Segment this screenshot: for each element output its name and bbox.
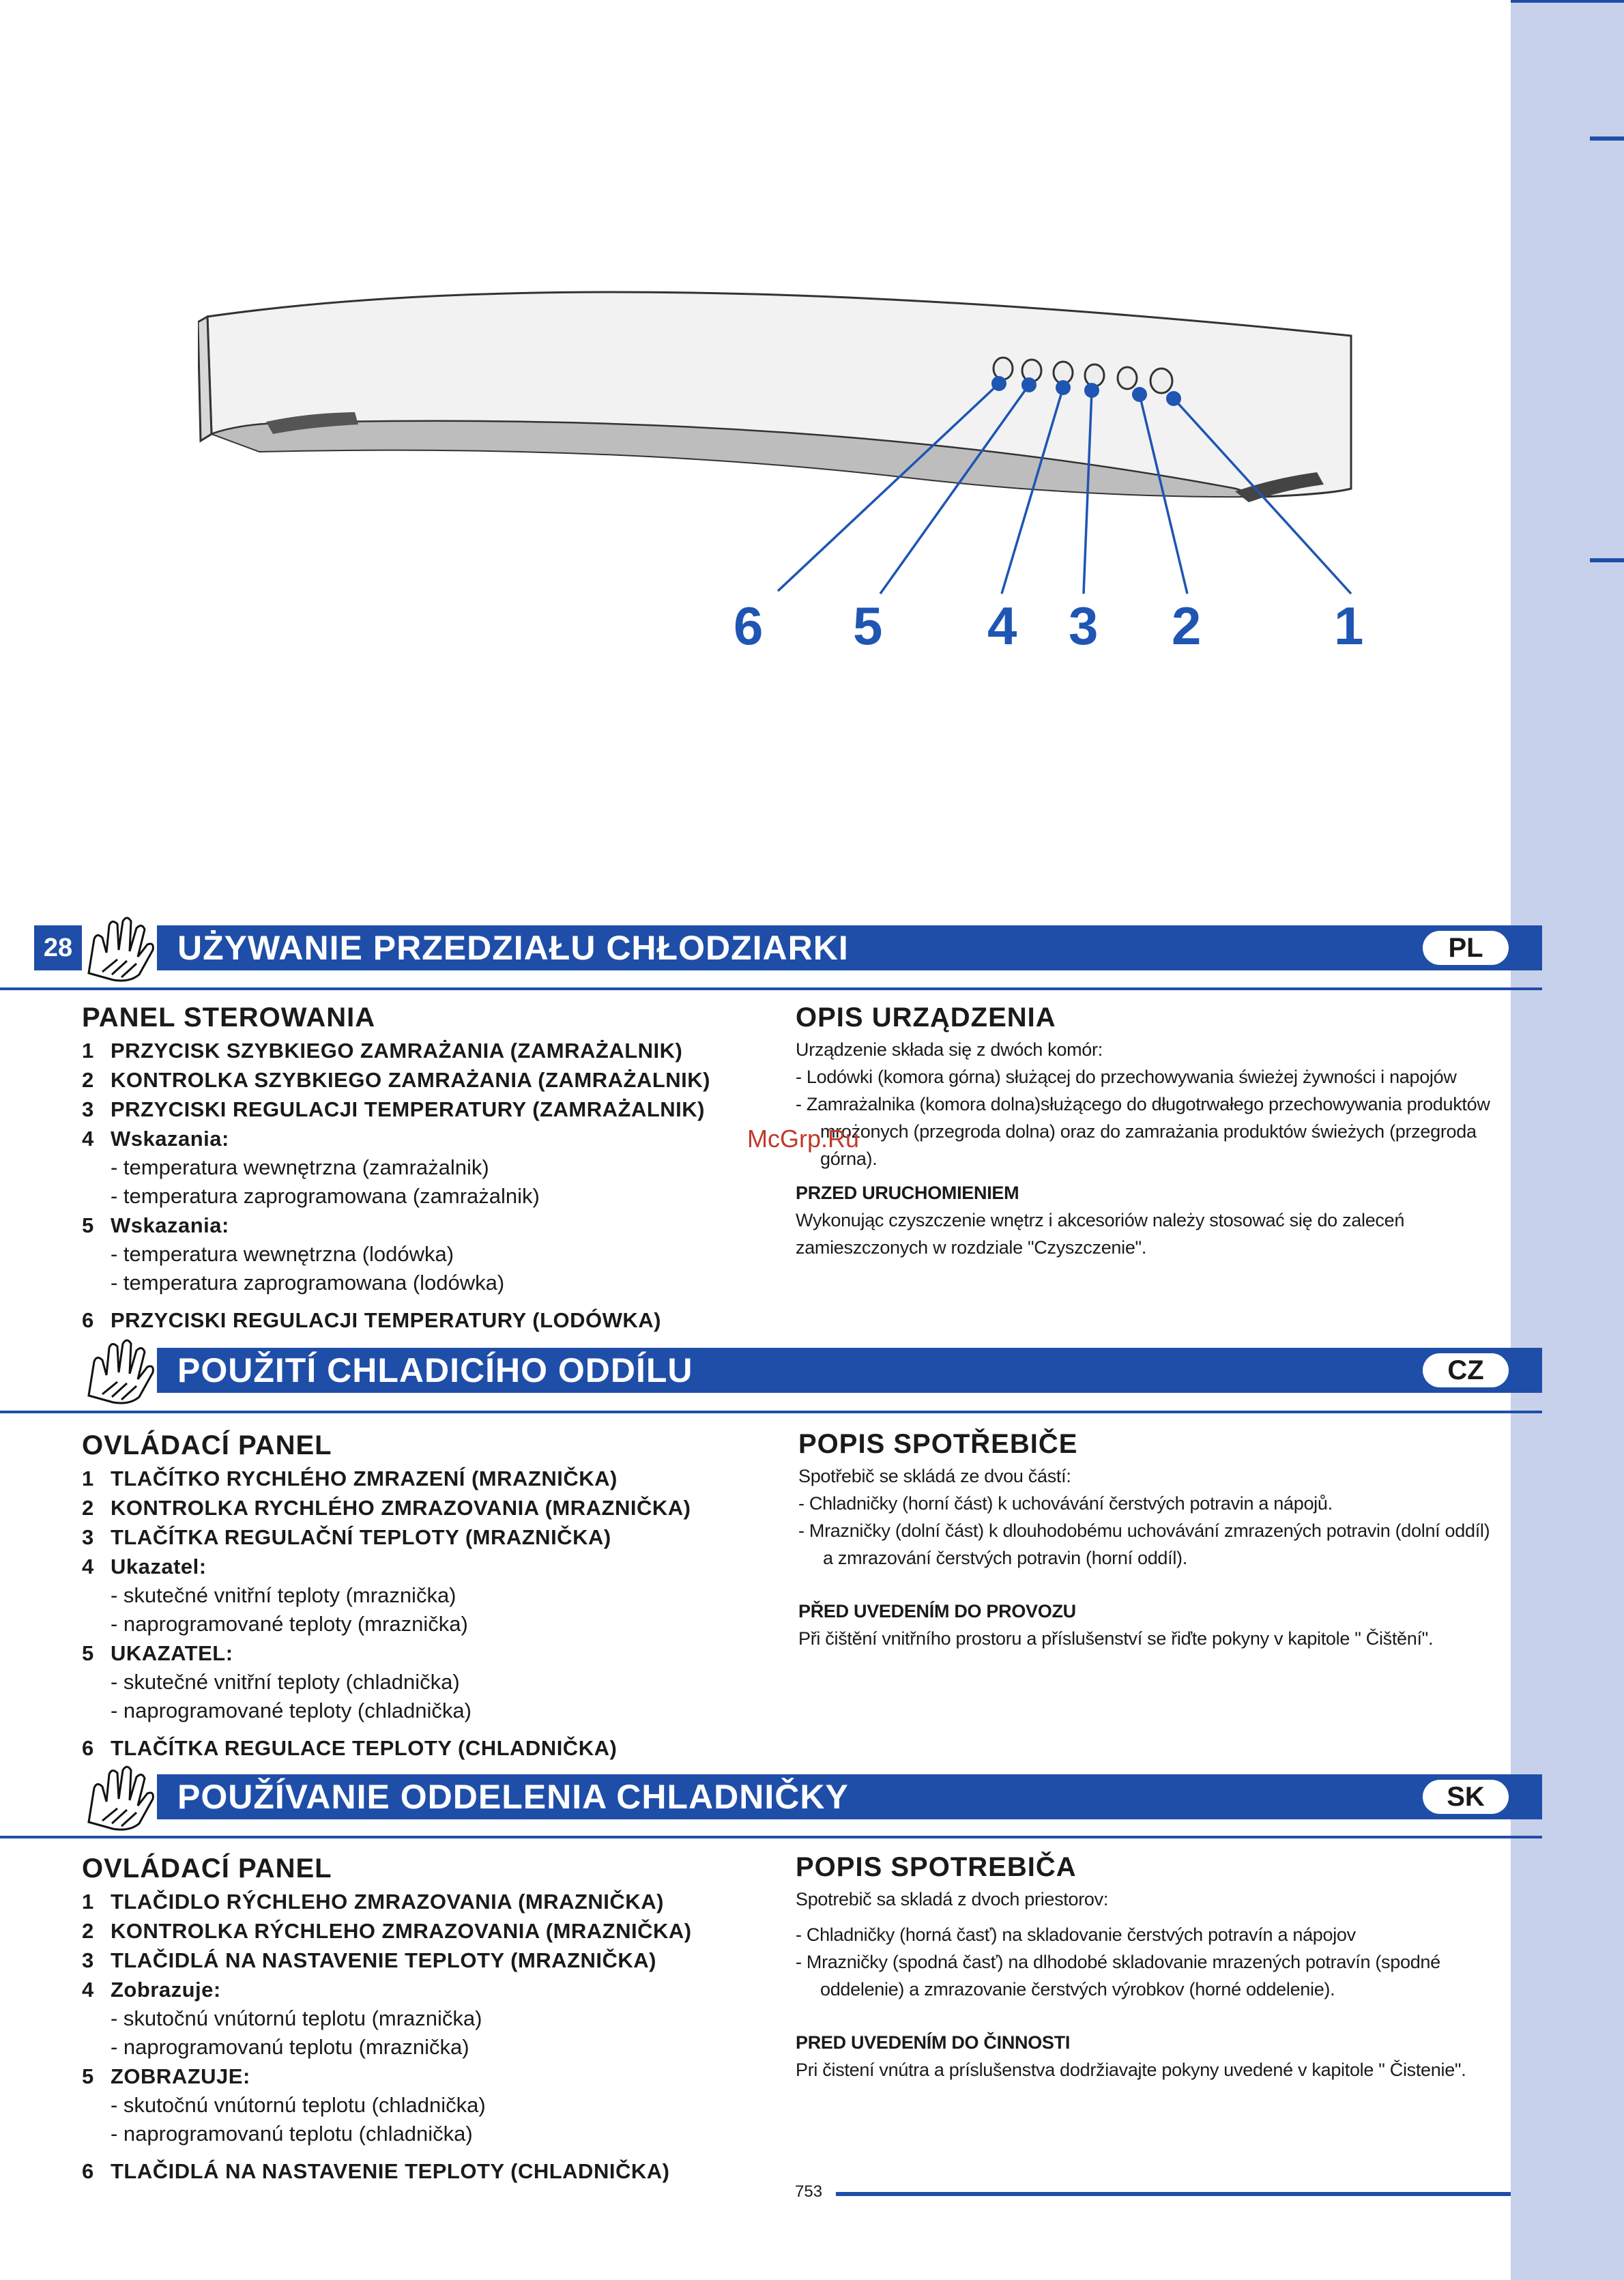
list-item: 6 TLAČÍTKA REGULACE TEPLOTY (CHLADNIČKA): [82, 1736, 618, 1760]
section-title: UŻYWANIE PRZEDZIAŁU CHŁODZIARKI: [177, 929, 849, 967]
section-rule: [0, 1411, 1542, 1413]
list-subitem: - skutečné vnitřní teploty (mraznička): [111, 1583, 456, 1607]
list-item: 6 TLAČIDLÁ NA NASTAVENIE TEPLOTY (CHLADNIČKA): [82, 2159, 670, 2183]
description-subheading: PRZED URUCHOMIENIEM: [796, 1183, 1019, 1203]
list-item: 1 TLAČIDLO RÝCHLEHO ZMRAZOVANIA (MRAZNIČKA): [82, 1890, 664, 1914]
list-subitem: - temperatura wewnętrzna (lodówka): [111, 1242, 454, 1266]
description-cz: [798, 1428, 1501, 1652]
list-subitem: - naprogramované teploty (chladnička): [111, 1699, 472, 1722]
list-item: 4 Wskazania:: [82, 1127, 229, 1151]
callout-2: 2: [1172, 596, 1202, 656]
section-title: POUŽÍVANIE ODDELENIA CHLADNIČKY: [177, 1778, 849, 1816]
description-intro: Spotrebič sa skladá z dvoch priestorov:: [796, 1889, 1109, 1909]
description-subheading: PRED UVEDENÍM DO ČINNOSTI: [796, 2032, 1071, 2053]
section-header-cz: [0, 1348, 1542, 1393]
callout-1: 1: [1334, 596, 1364, 656]
description-bullet: - Lodówki (komora górna) służącej do przechowywania świeżej żywności i napojów: [796, 1067, 1457, 1087]
section-header-pl: [0, 925, 1542, 970]
section-header-sk: [0, 1774, 1542, 1819]
list-subitem: - naprogramovanú teplotu (chladnička): [111, 2122, 473, 2146]
list-item: 2 KONTROLKA SZYBKIEGO ZAMRAŻANIA (ZAMRAŻALNIK): [82, 1068, 710, 1092]
callout-4: 4: [987, 596, 1017, 656]
description-bullet: - Chladničky (horní část) k uchovávání čerstvých potravin a nápojů.: [798, 1493, 1333, 1514]
callout-6: 6: [734, 596, 764, 656]
lang-badge: CZ: [1423, 1353, 1509, 1387]
list-heading: OVLÁDACÍ PANEL: [82, 1430, 332, 1460]
list-subitem: - skutočnú vnútornú teplotu (mraznička): [111, 2006, 482, 2030]
margin-tick-top: [1590, 136, 1624, 141]
list-heading: OVLÁDACÍ PANEL: [82, 1853, 332, 1884]
hand-icon: [82, 912, 160, 984]
hand-icon: [82, 1334, 160, 1406]
list-item: 6 PRZYCISKI REGULACJI TEMPERATURY (LODÓWKA): [82, 1308, 661, 1332]
list-item: 1 TLAČÍTKO RYCHLÉHO ZMRAZENÍ (MRAZNIČKA): [82, 1467, 618, 1490]
footer-page-number: 753: [795, 2182, 823, 2201]
description-bullet: - Mrazničky (spodná časť) na dlhodobé skladovanie mrazených potravín (spodné oddelenie) a zmrazovanie čerstvých výrobkov (horné oddelenie).: [796, 1952, 1440, 2000]
section-rule: [0, 987, 1542, 990]
description-pl: [796, 1002, 1498, 1261]
margin-tick-bottom: [1590, 558, 1624, 562]
list-item: 2 KONTROLKA RYCHLÉHO ZMRAZOVANIA (MRAZNIČKA): [82, 1496, 691, 1520]
page-number: 28: [34, 925, 82, 970]
list-subitem: - temperatura zaprogramowana (zamrażalnik): [111, 1184, 540, 1208]
list-item: 5 Wskazania:: [82, 1213, 229, 1237]
list-item: 4 Zobrazuje:: [82, 1978, 221, 2002]
description-bullet: - Chladničky (horná časť) na skladovanie čerstvých potravín a nápojov: [796, 1924, 1356, 1945]
list-subitem: - skutočnú vnútornú teplotu (chladnička): [111, 2093, 486, 2117]
description-heading: OPIS URZĄDZENIA: [796, 1002, 1056, 1033]
lang-badge: PL: [1423, 931, 1509, 965]
list-item: 5 ZOBRAZUJE:: [82, 2064, 250, 2088]
description-bullet: - Zamrażalnika (komora dolna)służącego do długotrwałego przechowywania produktów mrożonych (przegroda dolna) oraz do zamrażania produktów świeżych (przegroda górna).: [796, 1094, 1490, 1169]
control-panel-list-pl: [82, 1002, 737, 1335]
section-title: POUŽITÍ CHLADICÍHO ODDÍLU: [177, 1351, 693, 1389]
description-sk: [796, 1851, 1498, 2083]
list-item: 1 PRZYCISK SZYBKIEGO ZAMRAŻANIA (ZAMRAŻALNIK): [82, 1039, 683, 1063]
list-subitem: - naprogramovanú teplotu (mraznička): [111, 2035, 469, 2059]
hand-icon: [82, 1761, 160, 1833]
callout-5: 5: [853, 596, 883, 656]
lang-badge: SK: [1423, 1780, 1509, 1814]
description-text: Wykonując czyszczenie wnętrz i akcesoriów należy stosować się do zaleceń zamieszczonych w rozdziale "Czyszczenie".: [796, 1210, 1405, 1258]
list-subitem: - naprogramované teploty (mraznička): [111, 1612, 468, 1636]
list-item: 3 TLAČIDLÁ NA NASTAVENIE TEPLOTY (MRAZNIČKA): [82, 1948, 656, 1972]
list-subitem: - temperatura zaprogramowana (lodówka): [111, 1271, 505, 1295]
list-item: 4 Ukazatel:: [82, 1555, 207, 1578]
description-heading: POPIS SPOTŘEBIČE: [798, 1429, 1078, 1459]
watermark: McGrp.Ru: [747, 1125, 860, 1153]
callout-3: 3: [1069, 596, 1099, 656]
description-subheading: PŘED UVEDENÍM DO PROVOZU: [798, 1601, 1076, 1621]
control-panel-list-cz: [82, 1430, 737, 1763]
list-item: 5 UKAZATEL:: [82, 1641, 233, 1665]
list-heading: PANEL STEROWANIA: [82, 1002, 376, 1033]
list-subitem: - temperatura wewnętrzna (zamrażalnik): [111, 1155, 489, 1179]
list-item: 3 TLAČÍTKA REGULAČNÍ TEPLOTY (MRAZNIČKA): [82, 1525, 611, 1549]
description-text: Při čištění vnitřního prostoru a příslušenství se řiďte pokyny v kapitole " Čištění".: [798, 1628, 1434, 1649]
side-strip: [1511, 0, 1624, 2280]
footer-rule: [836, 2192, 1511, 2196]
control-panel-diagram: [198, 273, 1372, 676]
description-bullet: - Mrazničky (dolní část) k dlouhodobému uchovávání zmrazených potravin (dolní oddíl) a zmrazování čerstvých potravin (horní oddíl).: [798, 1520, 1490, 1568]
list-item: 2 KONTROLKA RÝCHLEHO ZMRAZOVANIA (MRAZNIČKA): [82, 1919, 692, 1943]
description-text: Pri čistení vnútra a príslušenstva dodržiavajte pokyny uvedené v kapitole " Čistenie".: [796, 2060, 1466, 2080]
top-rule: [1511, 0, 1624, 3]
description-intro: Urządzenie składa się z dwóch komór:: [796, 1039, 1103, 1060]
description-heading: POPIS SPOTREBIČA: [796, 1852, 1077, 1882]
description-intro: Spotřebič se skládá ze dvou částí:: [798, 1466, 1071, 1486]
control-panel-list-sk: [82, 1853, 737, 2186]
section-rule: [0, 1836, 1542, 1838]
list-item: 3 PRZYCISKI REGULACJI TEMPERATURY (ZAMRAŻALNIK): [82, 1097, 705, 1121]
list-subitem: - skutečné vnitřní teploty (chladnička): [111, 1670, 460, 1694]
